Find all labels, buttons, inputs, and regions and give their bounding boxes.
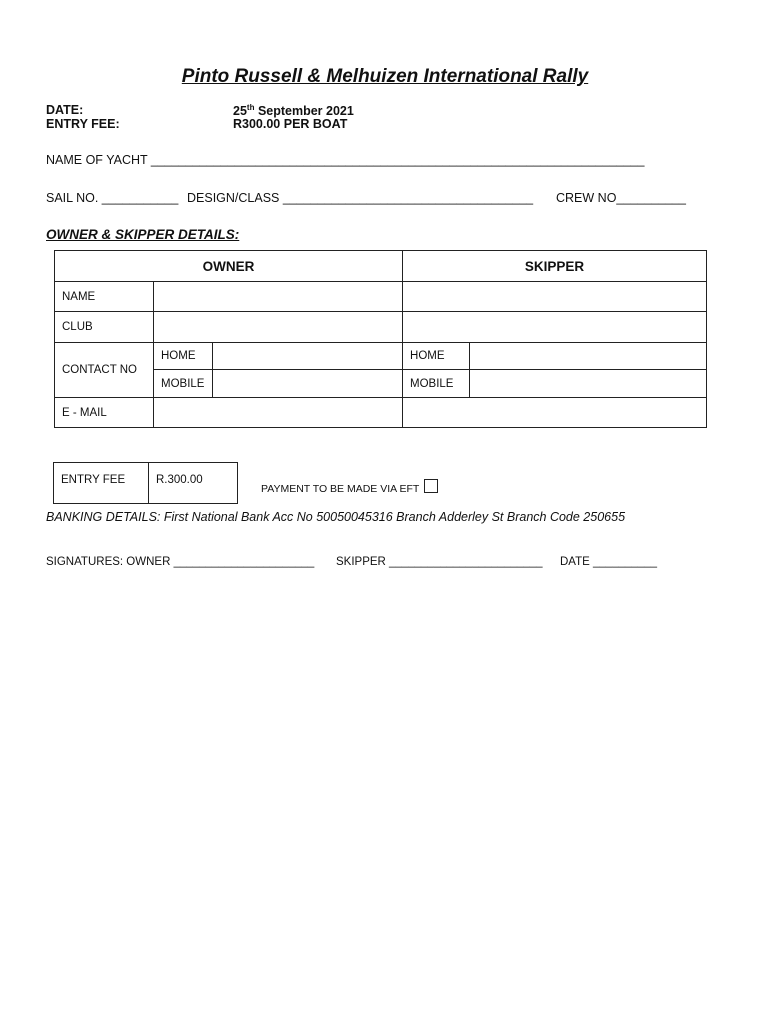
email-row-label: E - MAIL <box>55 398 154 428</box>
skipper-home-cell[interactable] <box>470 343 707 370</box>
date-value: 25th September 2021 <box>233 103 354 119</box>
crew-no-field[interactable]: CREW NO__________ <box>556 191 686 205</box>
owner-name-cell[interactable] <box>154 282 403 312</box>
sail-no-field[interactable]: SAIL NO. ___________ <box>46 191 179 205</box>
skipper-name-cell[interactable] <box>403 282 707 312</box>
entry-fee-value: R300.00 PER BOAT <box>233 117 348 131</box>
owner-club-cell[interactable] <box>154 312 403 343</box>
name-row-label: NAME <box>55 282 154 312</box>
details-table <box>54 250 707 428</box>
signature-date-field[interactable]: DATE __________ <box>560 556 657 568</box>
skipper-home-label: HOME <box>403 343 470 370</box>
design-class-field[interactable]: DESIGN/CLASS ____________________________________ <box>187 191 534 205</box>
owner-email-cell[interactable] <box>154 398 403 428</box>
entry-fee-box <box>53 462 238 504</box>
contact-row-label: CONTACT NO <box>55 343 154 398</box>
yacht-name-field[interactable]: NAME OF YACHT _______________________________________________________________________ <box>46 153 645 167</box>
owner-home-label: HOME <box>154 343 213 370</box>
payment-note: PAYMENT TO BE MADE VIA EFT <box>261 479 438 495</box>
skipper-signature-field[interactable]: SKIPPER ________________________ <box>336 556 543 568</box>
skipper-club-cell[interactable] <box>403 312 707 343</box>
club-row-label: CLUB <box>55 312 154 343</box>
owner-header: OWNER <box>55 251 403 282</box>
date-label: DATE: <box>46 103 84 117</box>
skipper-email-cell[interactable] <box>403 398 707 428</box>
fee-box-value: R.300.00 <box>149 463 238 504</box>
form-title: Pinto Russell & Melhuizen International Rally <box>181 66 589 87</box>
owner-home-cell[interactable] <box>213 343 403 370</box>
banking-details: BANKING DETAILS: First National Bank Acc No 50050045316 Branch Adderley St Branch Code 250655 <box>46 510 626 524</box>
section-heading: OWNER & SKIPPER DETAILS: <box>46 227 240 242</box>
skipper-mobile-cell[interactable] <box>470 370 707 398</box>
owner-mobile-cell[interactable] <box>213 370 403 398</box>
owner-signature-field[interactable]: SIGNATURES: OWNER ______________________ <box>46 556 315 568</box>
skipper-mobile-label: MOBILE <box>403 370 470 398</box>
skipper-header: SKIPPER <box>403 251 707 282</box>
owner-mobile-label: MOBILE <box>154 370 213 398</box>
fee-box-label: ENTRY FEE <box>54 463 149 504</box>
entry-fee-label: ENTRY FEE: <box>46 117 120 131</box>
eft-checkbox[interactable] <box>424 479 438 493</box>
